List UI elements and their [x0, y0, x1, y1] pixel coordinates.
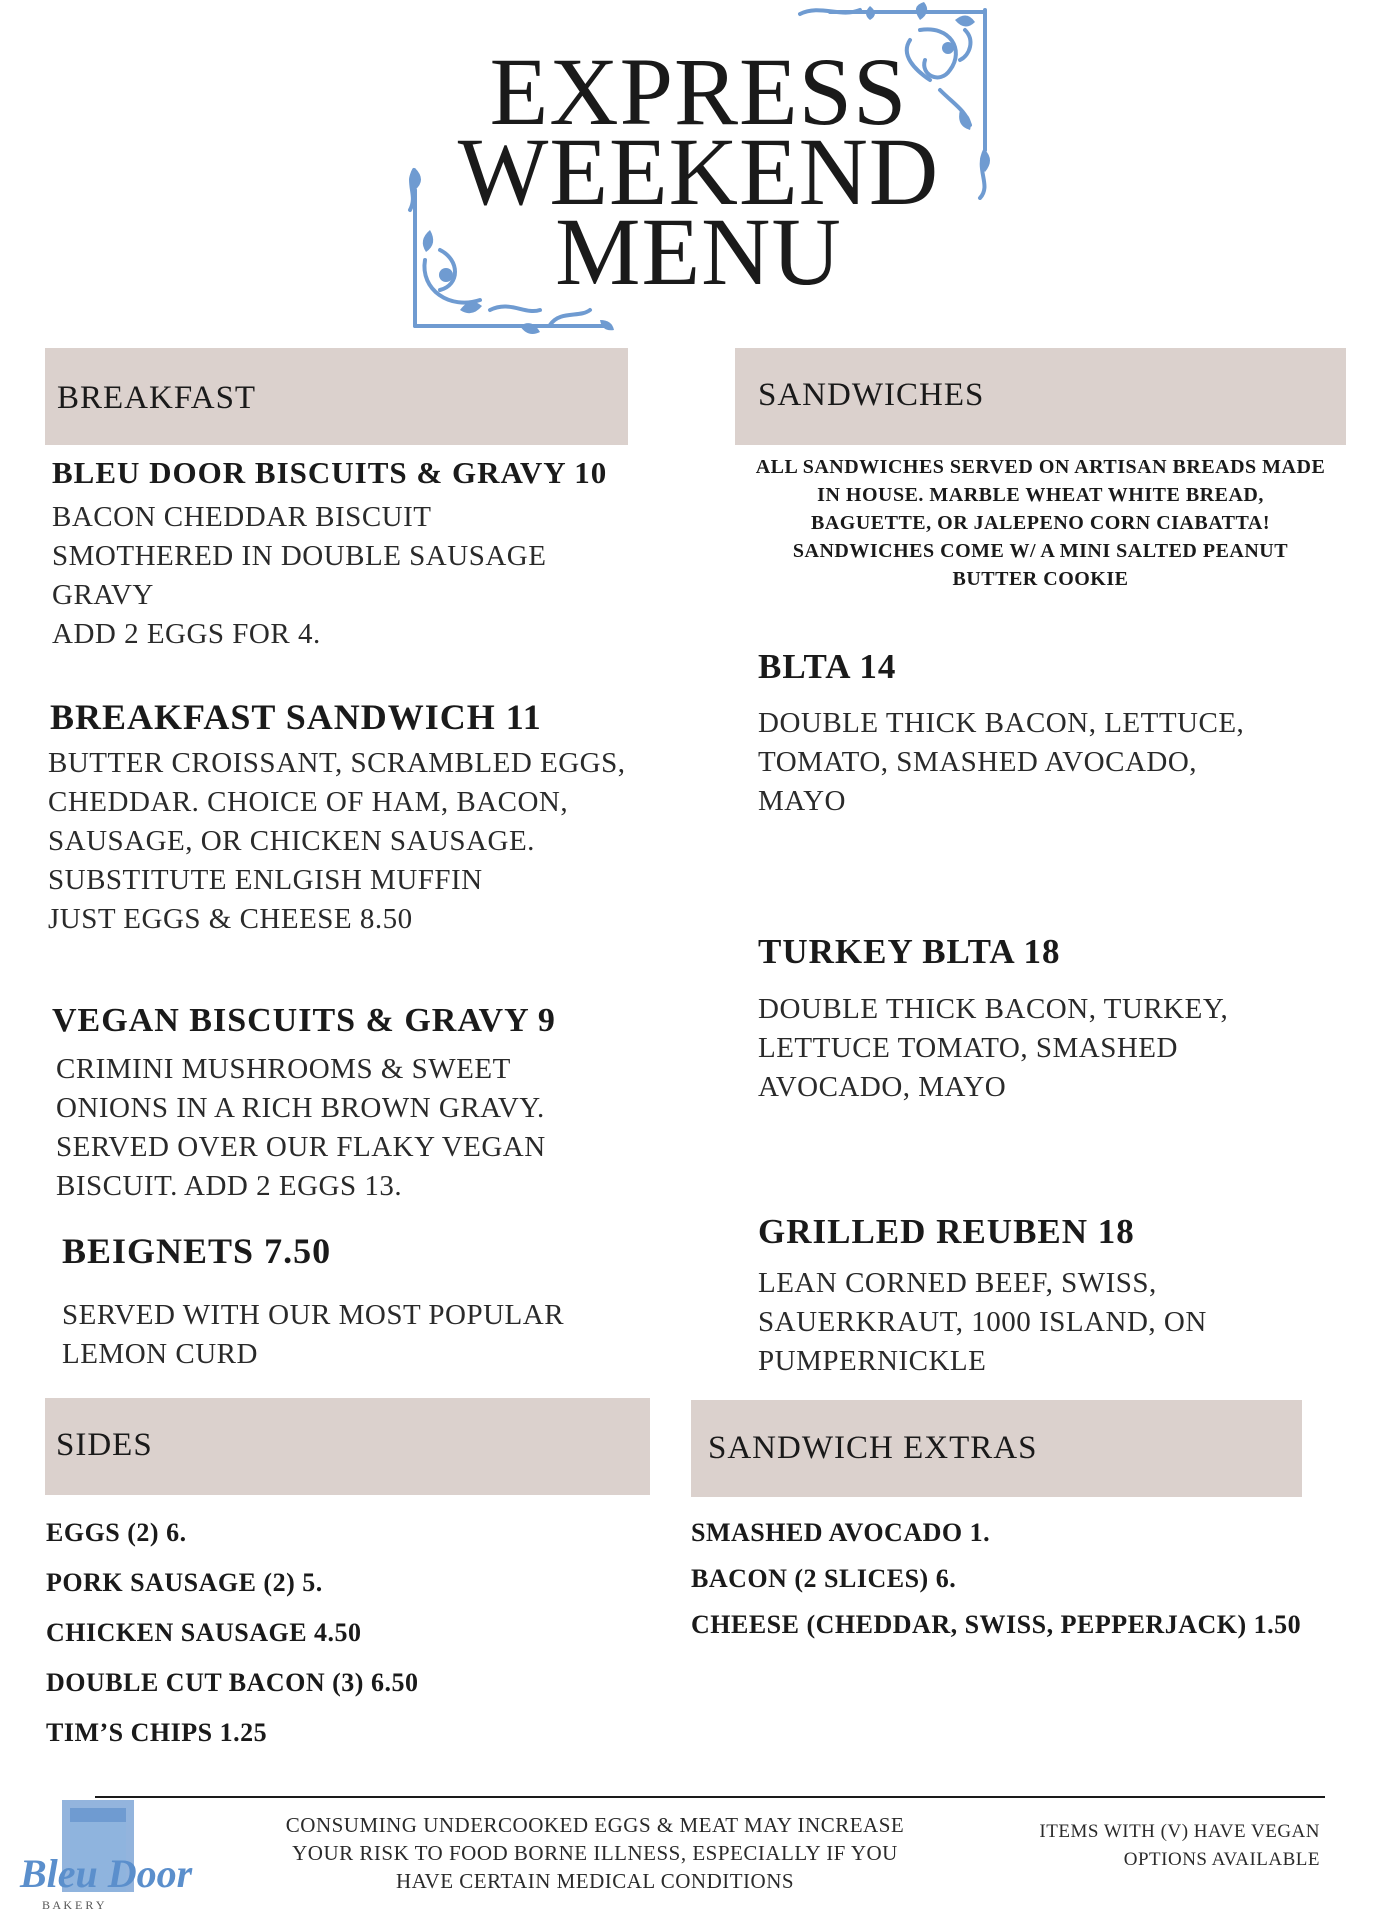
breakfast-item-desc: CRIMINI MUSHROOMS & SWEET ONIONS IN A RICH BROWN GRAVY. SERVED OVER OUR FLAKY VEGAN BISCUIT. ADD 2 EGGS 13.: [56, 1053, 546, 1202]
sandwiches-note: ALL SANDWICHES SERVED ON ARTISAN BREADS MADE IN HOUSE. MARBLE WHEAT WHITE BREAD, BAGUETTE, OR JALEPENO CORN CIABATTA! SANDWICHES COME W/ A MINI SALTED PEANUT BUTTER COOKIE: [755, 456, 1326, 590]
list-item: DOUBLE CUT BACON (3) 6.50: [46, 1668, 419, 1697]
breakfast-item-title: BEIGNETS 7.50: [62, 1231, 332, 1271]
sandwich-item-desc: DOUBLE THICK BACON, TURKEY, LETTUCE TOMATO, SMASHED AVOCADO, MAYO: [758, 993, 1229, 1103]
page-title-line-2: WEEKEND: [457, 118, 940, 225]
list-item: EGGS (2) 6.: [46, 1518, 187, 1547]
list-item: SMASHED AVOCADO 1.: [691, 1518, 991, 1547]
sandwiches-heading: SANDWICHES: [758, 377, 985, 413]
food-safety-warning: CONSUMING UNDERCOOKED EGGS & MEAT MAY INCREASE YOUR RISK TO FOOD BORNE ILLNESS, ESPECIALLY IF YOU HAVE CERTAIN MEDICAL CONDITIONS: [285, 1813, 905, 1893]
sandwich-item-title: BLTA 14: [758, 647, 897, 686]
breakfast-item-title: VEGAN BISCUITS & GRAVY 9: [52, 1002, 556, 1039]
breakfast-item-desc: BUTTER CROISSANT, SCRAMBLED EGGS, CHEDDAR. CHOICE OF HAM, BACON, SAUSAGE, OR CHICKEN SAUSAGE. SUBSTITUTE ENLGISH MUFFIN JUST EGGS & CHEESE 8.50: [48, 747, 626, 935]
breakfast-item-desc: SERVED WITH OUR MOST POPULAR LEMON CURD: [62, 1299, 565, 1370]
sandwich-item-title: TURKEY BLTA 18: [758, 932, 1061, 971]
list-item: PORK SAUSAGE (2) 5.: [46, 1568, 323, 1597]
sandwich-item-desc: DOUBLE THICK BACON, LETTUCE, TOMATO, SMASHED AVOCADO, MAYO: [758, 707, 1245, 817]
footer-divider: [95, 1796, 1325, 1798]
list-item: BACON (2 SLICES) 6.: [691, 1564, 957, 1593]
page-title-line-3: MENU: [555, 198, 842, 305]
breakfast-item-title: BLEU DOOR BISCUITS & GRAVY 10: [52, 455, 608, 490]
list-item: TIM’S CHIPS 1.25: [46, 1718, 268, 1747]
vegan-note: ITEMS WITH (V) HAVE VEGAN OPTIONS AVAILABLE: [1039, 1821, 1320, 1870]
page-title-line-1: EXPRESS: [489, 38, 908, 145]
extras-list: [691, 1510, 1301, 1648]
list-item: CHICKEN SAUSAGE 4.50: [46, 1618, 362, 1647]
logo-subtitle: B A K E R Y: [42, 1898, 105, 1912]
breakfast-heading: BREAKFAST: [57, 380, 257, 416]
breakfast-item-desc: BACON CHEDDAR BISCUIT SMOTHERED IN DOUBLE SAUSAGE GRAVY ADD 2 EGGS FOR 4.: [52, 501, 547, 650]
logo-name: Bleu Door: [20, 1851, 193, 1896]
sides-heading: SIDES: [56, 1427, 153, 1463]
breakfast-item-title: BREAKFAST SANDWICH 11: [50, 697, 542, 737]
list-item: CHEESE (CHEDDAR, SWISS, PEPPERJACK) 1.50: [691, 1610, 1302, 1639]
sandwich-item-title: GRILLED REUBEN 18: [758, 1212, 1135, 1251]
extras-heading: SANDWICH EXTRAS: [708, 1430, 1038, 1466]
sides-list: [46, 1508, 418, 1758]
sandwich-item-desc: LEAN CORNED BEEF, SWISS, SAUERKRAUT, 1000 ISLAND, ON PUMPERNICKLE: [758, 1267, 1207, 1377]
